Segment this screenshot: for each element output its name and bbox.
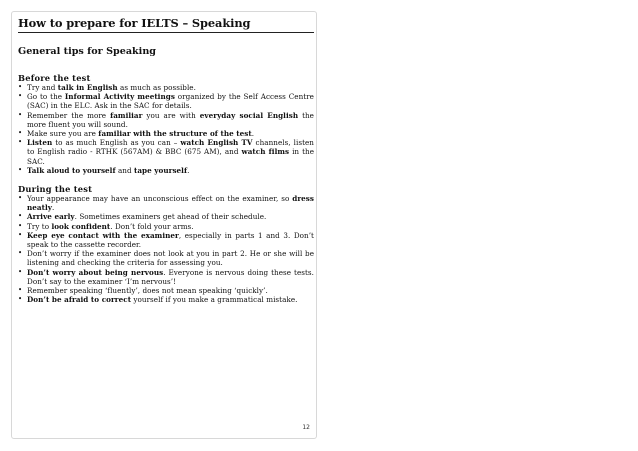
document-page bbox=[11, 11, 317, 439]
bold-phrase: Keep eye contact with the examiner bbox=[27, 230, 179, 240]
text-run: to as much English as you can – bbox=[52, 138, 181, 148]
bold-phrase: everyday social English bbox=[199, 110, 299, 120]
text-run: Remember the more bbox=[27, 110, 111, 120]
list-item bbox=[18, 194, 314, 212]
section-heading-during: During the test bbox=[18, 184, 93, 195]
text-run: . Everyone is nervous doing these tests. Don’t say to the examiner ‘I’m nervous’! bbox=[27, 267, 315, 286]
section-heading-before: Before the test bbox=[18, 73, 91, 83]
list-item bbox=[18, 138, 314, 166]
tips-list-during bbox=[18, 194, 314, 304]
bold-phrase: Talk aloud to yourself bbox=[27, 165, 116, 175]
bullet-icon: • bbox=[18, 249, 23, 258]
text-run: . Sometimes examiners get ahead of their schedule. bbox=[74, 212, 267, 222]
list-item bbox=[18, 83, 314, 92]
list-item bbox=[18, 231, 314, 249]
text-run: . bbox=[187, 165, 190, 175]
tips-list-before bbox=[18, 83, 314, 175]
list-item bbox=[18, 286, 314, 295]
text-run: and bbox=[115, 165, 134, 175]
bullet-icon: • bbox=[18, 92, 23, 101]
text-run: . Don’t fold your arms. bbox=[110, 221, 194, 231]
page-title: How to prepare for IELTS – Speaking bbox=[18, 16, 251, 30]
text-run: organized by the Self Access Centre (SAC) in the ELC. Ask in the SAC for details. bbox=[27, 92, 314, 111]
text-run: the more fluent you will sound. bbox=[27, 110, 314, 129]
list-item bbox=[18, 268, 314, 286]
text-run: Don’t worry if the examiner does not look at you in part 2. He or she will be listening and checking the criteria for assessing you. bbox=[27, 249, 314, 268]
page-content bbox=[18, 16, 314, 304]
text-run: , especially in parts 1 and 3. Don’t speak to the cassette recorder. bbox=[27, 230, 314, 250]
bold-phrase: Informal Activity meetings bbox=[64, 92, 175, 102]
page-number: 12 bbox=[302, 424, 310, 431]
subtitle: General tips for Speaking bbox=[18, 46, 157, 57]
text-run: Try to bbox=[27, 221, 52, 231]
text-run: you are with bbox=[142, 110, 200, 120]
title-divider bbox=[18, 32, 314, 33]
bold-phrase: tape yourself bbox=[133, 165, 188, 175]
bold-phrase: Listen bbox=[27, 138, 53, 148]
text-run: in the SAC. bbox=[27, 147, 314, 166]
bold-phrase: look confident bbox=[51, 221, 111, 231]
bullet-icon: • bbox=[18, 295, 23, 304]
bullet-icon: • bbox=[18, 221, 23, 230]
bold-phrase: familiar bbox=[110, 110, 143, 120]
bullet-icon: • bbox=[18, 129, 23, 138]
bullet-icon: • bbox=[18, 194, 23, 203]
text-run: . bbox=[51, 203, 55, 213]
list-item bbox=[18, 92, 314, 110]
bold-phrase: Arrive early bbox=[27, 212, 75, 222]
text-run: Remember speaking ‘fluently’, does not mean speaking ‘quickly’. bbox=[27, 286, 268, 296]
list-item bbox=[18, 222, 314, 231]
list-item bbox=[18, 249, 314, 267]
text-run: channels, listen to English radio - RTHK (567AM) & BBC (675 AM), and bbox=[27, 138, 314, 157]
bullet-icon: • bbox=[18, 110, 23, 119]
bold-phrase: watch English TV bbox=[180, 138, 253, 148]
bullet-icon: • bbox=[18, 212, 23, 221]
text-run: as much as possible. bbox=[117, 83, 196, 92]
text-run: yourself if you make a grammatical mistake. bbox=[131, 295, 298, 305]
bold-phrase: talk in English bbox=[57, 83, 118, 92]
bold-phrase: dress neatly bbox=[27, 194, 314, 213]
list-item bbox=[18, 111, 314, 129]
bold-phrase: familiar with the structure of the test bbox=[98, 129, 252, 139]
bullet-icon: • bbox=[18, 83, 23, 91]
text-run: Try and bbox=[27, 83, 58, 92]
bold-phrase: Don’t be afraid to correct bbox=[27, 295, 132, 305]
bullet-icon: • bbox=[18, 165, 23, 174]
text-run: Go to the bbox=[27, 92, 65, 102]
bullet-icon: • bbox=[18, 230, 23, 239]
text-run: Your appearance may have an unconscious effect on the examiner, so bbox=[27, 194, 293, 204]
bullet-icon: • bbox=[18, 286, 23, 295]
list-item bbox=[18, 166, 314, 175]
text-run: Make sure you are bbox=[27, 129, 99, 139]
bullet-icon: • bbox=[18, 267, 23, 276]
bullet-icon: • bbox=[18, 138, 23, 147]
list-item bbox=[18, 129, 314, 138]
list-item bbox=[18, 212, 314, 221]
bold-phrase: watch films bbox=[241, 147, 290, 157]
bold-phrase: Don’t worry about being nervous bbox=[27, 267, 164, 277]
text-run: . bbox=[251, 129, 255, 139]
list-item bbox=[18, 295, 314, 304]
